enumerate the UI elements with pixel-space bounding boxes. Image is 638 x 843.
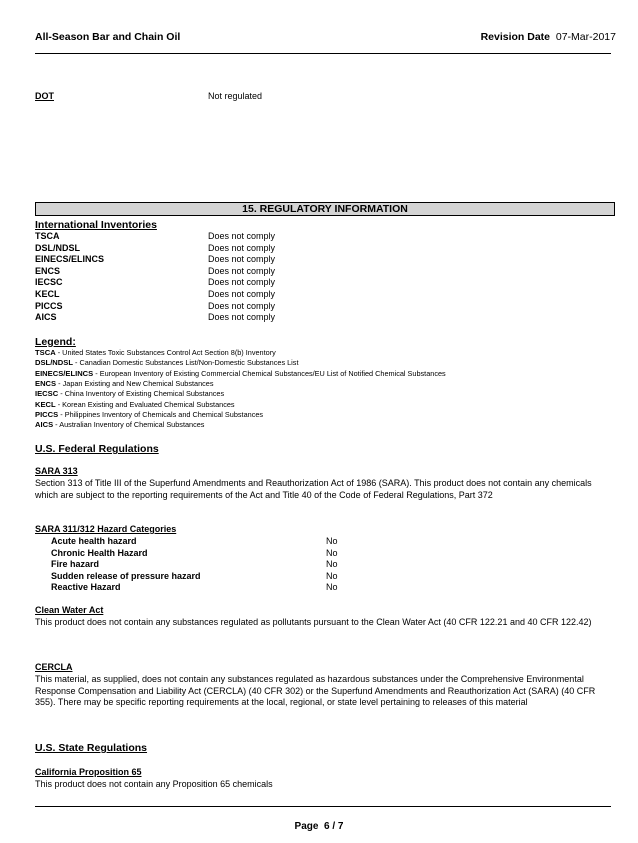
legend-line: AICS - Australian Inventory of Chemical Substances <box>35 420 205 430</box>
footer-rule <box>35 806 611 807</box>
hazard-value: No <box>326 536 338 546</box>
inventory-name: ENCS <box>35 265 61 276</box>
hazard-name: Reactive Hazard <box>51 582 121 593</box>
hazard-value: No <box>326 582 338 593</box>
legend-abbr: IECSC <box>35 389 59 399</box>
legend-line: IECSC - China Inventory of Existing Chemical Substances <box>35 389 225 399</box>
legend-line: ENCS - Japan Existing and New Chemical Substances <box>35 378 214 388</box>
inventory-status: Does not comply <box>208 265 276 276</box>
page-value: 6 / 7 <box>324 821 344 832</box>
inventories-heading: International Inventories <box>35 219 157 231</box>
hazard-name: Chronic Health Hazard <box>51 547 148 558</box>
legend-abbr: PICCS <box>35 409 59 419</box>
legend-desc: Australian Inventory of Chemical Substances <box>59 420 205 430</box>
cercla-text: This material, as supplied, does not contain any substances regulated as hazardous substances under the Comprehensive Environmental Response Compensation and Liability Act (CERCLA) (40 CFR 302) or the Superfund Amendments and Reauthorization Act (SARA) (40 CFR 355). There may be specific reporting requirements at the local, regional, or state level pertaining to releases of this material <box>35 674 596 708</box>
hazard-name: Acute health hazard <box>51 536 137 546</box>
hazard-value: No <box>326 570 338 581</box>
legend-line: EINECS/ELINCS - European Inventory of Existing Commercial Chemical Substances/EU List of Notified Chemical Substances <box>35 368 446 378</box>
legend-desc: Canadian Domestic Substances List/Non-Domestic Substances List <box>79 358 299 368</box>
inventory-name: IECSC <box>35 277 63 288</box>
inventory-status: Does not comply <box>208 254 276 265</box>
inventory-name: KECL <box>35 289 60 299</box>
dot-label: DOT <box>35 91 54 101</box>
product-name: All-Season Bar and Chain Oil <box>35 31 181 43</box>
inventory-name: AICS <box>35 312 57 323</box>
legend-abbr: AICS <box>35 420 54 430</box>
hazard-value: No <box>326 547 338 558</box>
legend-abbr: KECL <box>35 399 56 409</box>
inventory-status: Does not comply <box>208 289 276 299</box>
inventory-name: TSCA <box>35 231 60 241</box>
state-heading: U.S. State Regulations <box>35 742 148 754</box>
cercla-heading: CERCLA <box>35 662 73 672</box>
hazard-value: No <box>326 559 338 570</box>
inventory-name: DSL/NDSL <box>35 242 80 253</box>
prop65-heading: California Proposition 65 <box>35 767 142 777</box>
section-title: 15. REGULATORY INFORMATION <box>242 203 408 215</box>
revision-date <box>481 31 616 43</box>
sara313-text: Section 313 of Title III of the Superfund Amendments and Reauthorization Act of 1986 (SARA). This product does not contain any chemicals which are subject to the reporting requirements of the Act and Title 40 of the Code of Federal Regulations, Part 372 <box>35 478 592 500</box>
legend-desc: Korean Existing and Evaluated Chemical Substances <box>62 399 235 409</box>
revision-label: Revision Date <box>480 31 551 43</box>
legend-line: TSCA - United States Toxic Substances Control Act Section 8(b) Inventory <box>35 348 276 357</box>
sara313-heading: SARA 313 <box>35 466 78 476</box>
cwa-text: This product does not contain any substances regulated as pollutants pursuant to the Clean Water Act (40 CFR 122.21 and 40 CFR 122.42) <box>35 617 592 627</box>
legend-desc: European Inventory of Existing Commercial Chemical Substances/EU List of Notified Chemical Substances <box>99 368 446 378</box>
legend-heading: Legend: <box>35 336 76 348</box>
hazard-name: Sudden release of pressure hazard <box>51 570 201 581</box>
federal-heading: U.S. Federal Regulations <box>35 443 159 455</box>
legend-abbr: TSCA <box>35 348 56 357</box>
inventory-name: PICCS <box>35 300 63 311</box>
dot-value: Not regulated <box>208 91 263 101</box>
inventory-status: Does not comply <box>208 312 276 323</box>
section-banner <box>35 202 615 216</box>
legend-abbr: EINECS/ELINCS <box>35 368 94 378</box>
inventory-status: Does not comply <box>208 231 276 241</box>
hazard-name: Fire hazard <box>51 559 100 570</box>
cwa-heading: Clean Water Act <box>35 605 104 615</box>
inventory-status: Does not comply <box>208 242 276 253</box>
legend-desc: Japan Existing and New Chemical Substances <box>62 378 214 388</box>
inventory-name: EINECS/ELINCS <box>35 254 105 265</box>
page-number <box>0 821 638 832</box>
legend-desc: United States Toxic Substances Control Act Section 8(b) Inventory <box>62 348 276 357</box>
legend-abbr: ENCS <box>35 378 57 388</box>
legend-line: KECL - Korean Existing and Evaluated Chemical Substances <box>35 399 235 409</box>
legend-desc: China Inventory of Existing Chemical Substances <box>64 389 225 399</box>
inventory-status: Does not comply <box>208 300 276 311</box>
inventory-status: Does not comply <box>208 277 276 288</box>
legend-abbr: DSL/NDSL <box>35 358 73 368</box>
page-label: Page <box>294 821 319 832</box>
hazard-heading: SARA 311/312 Hazard Categories <box>35 524 177 534</box>
legend-line: PICCS - Philippines Inventory of Chemicals and Chemical Substances <box>35 409 264 419</box>
header-rule <box>35 53 611 54</box>
legend-desc: Philippines Inventory of Chemicals and Chemical Substances <box>64 409 264 419</box>
revision-date-value: 07-Mar-2017 <box>555 31 616 43</box>
prop65-text: This product does not contain any Proposition 65 chemicals <box>35 779 273 789</box>
legend-line: DSL/NDSL - Canadian Domestic Substances List/Non-Domestic Substances List <box>35 358 299 368</box>
